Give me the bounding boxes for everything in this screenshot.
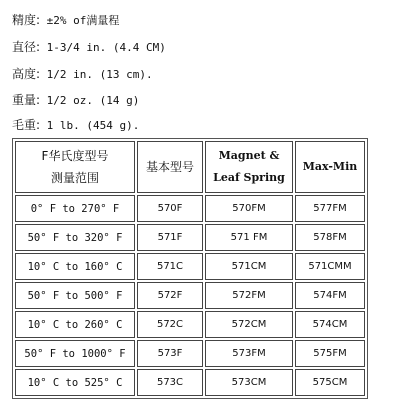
cell-range: 50° F to 1000° F	[15, 340, 135, 367]
cell-maxmin-model: 575FM	[295, 340, 365, 367]
spec-gross-weight-label: 毛重:	[12, 118, 41, 132]
spec-height-value: 1/2 in. (13 cm).	[40, 68, 153, 81]
header-magnet-line2: Leaf Spring	[213, 171, 285, 184]
cell-range: 50° F to 320° F	[15, 224, 135, 251]
cell-basic-model: 572F	[137, 282, 203, 309]
spec-accuracy	[12, 13, 119, 28]
table-row	[15, 195, 365, 222]
header-basic	[137, 141, 203, 193]
table-header-row	[15, 141, 365, 193]
cell-range: 10° C to 160° C	[15, 253, 135, 280]
header-magnet	[205, 141, 293, 193]
cell-range: 0° F to 270° F	[15, 195, 135, 222]
cell-maxmin-model: 574CM	[295, 311, 365, 338]
table-row	[15, 311, 365, 338]
header-range	[15, 141, 135, 193]
spec-weight	[12, 93, 139, 108]
cell-magnet-model: 573FM	[205, 340, 293, 367]
header-range-line2: 测量范围	[50, 171, 99, 185]
cell-magnet-model: 571 FM	[205, 224, 293, 251]
model-table	[12, 138, 368, 399]
cell-magnet-model: 571CM	[205, 253, 293, 280]
cell-range: 10° C to 260° C	[15, 311, 135, 338]
cell-basic-model: 573F	[137, 340, 203, 367]
cell-basic-model: 572C	[137, 311, 203, 338]
spec-diameter	[12, 40, 166, 55]
cell-magnet-model: 572FM	[205, 282, 293, 309]
cell-basic-model: 571C	[137, 253, 203, 280]
spec-height	[12, 67, 153, 82]
header-basic-label: 基本型号	[145, 160, 194, 174]
cell-magnet-model: 570FM	[205, 195, 293, 222]
spec-height-label: 高度:	[12, 67, 41, 81]
spec-diameter-value: 1-3/4 in. (4.4 CM)	[40, 41, 166, 54]
header-maxmin	[295, 141, 365, 193]
cell-maxmin-model: 574FM	[295, 282, 365, 309]
header-magnet-line1: Magnet &	[218, 149, 280, 162]
header-maxmin-label: Max-Min	[302, 160, 358, 173]
cell-maxmin-model: 571CMM	[295, 253, 365, 280]
spec-gross-weight	[12, 118, 139, 133]
spec-diameter-label: 直径:	[12, 40, 41, 54]
table-row	[15, 253, 365, 280]
table-row	[15, 224, 365, 251]
spec-weight-value: 1/2 oz. (14 g)	[40, 94, 140, 107]
cell-magnet-model: 573CM	[205, 369, 293, 396]
cell-maxmin-model: 577FM	[295, 195, 365, 222]
cell-range: 10° C to 525° C	[15, 369, 135, 396]
spec-accuracy-value: ±2% of满量程	[40, 14, 120, 27]
cell-basic-model: 573C	[137, 369, 203, 396]
cell-maxmin-model: 578FM	[295, 224, 365, 251]
cell-magnet-model: 572CM	[205, 311, 293, 338]
cell-basic-model: 570F	[137, 195, 203, 222]
spec-weight-label: 重量:	[12, 93, 41, 107]
spec-gross-weight-value: 1 lb. (454 g).	[40, 119, 140, 132]
table-row	[15, 340, 365, 367]
cell-maxmin-model: 575CM	[295, 369, 365, 396]
table-row	[15, 369, 365, 396]
spec-accuracy-label: 精度:	[12, 13, 41, 27]
table-row	[15, 282, 365, 309]
cell-basic-model: 571F	[137, 224, 203, 251]
cell-range: 50° F to 500° F	[15, 282, 135, 309]
header-range-line1: F华氏度型号	[41, 149, 109, 163]
